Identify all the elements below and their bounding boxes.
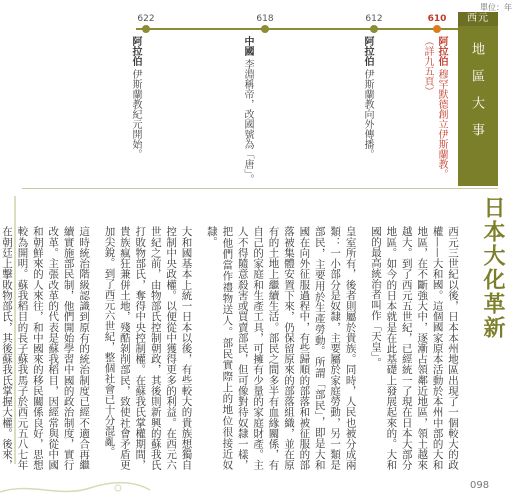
unit-label: 單位：年 [480,3,512,12]
timeline-event [240,36,254,186]
timeline-event [360,36,374,186]
timeline-year: 622 [137,14,155,24]
paragraph: 西元三世紀以後，日本本州地區出現了一個較大的政權——大和國。這個國家原本活動於本州中部的大和地區，在不斷強大中，逐漸占領鄰近地區，領土越來越大。到了西元五世紀，已經統一了現在日本大部分地區。如今的日本就是在此基礎上發展起來的。大和國的最高統治者叫作「天皇」。 [369,226,459,470]
timeline-dot [261,25,269,33]
timeline-event [128,36,142,186]
timeline-side-header [458,12,498,186]
region-events-label: 地區大事 [469,42,484,150]
article-body [1,226,460,470]
event-region: 阿拉伯 [130,36,141,66]
event-body: 伊斯蘭教紀元開始。 [130,69,141,160]
year-column-label: 西元 [458,12,498,26]
timeline-year: 618 [256,14,274,24]
decorative-rule [14,196,16,464]
timeline-year: 610 [427,14,447,24]
event-body: 穆罕默德創立伊斯蘭教。（詳九五頁） [422,36,447,180]
event-region: 阿拉伯 [436,36,447,66]
swirl-ornament-icon [0,478,150,498]
paragraph: 皇室所有，後者則屬於貴族。同時，人民也被分成兩類：一小部分是奴隸，主要屬於家庭勞動，另一類是部民，主要用於生產勞動。所謂「部民」，即是大和國在向外征服過程中，有些歸順的部落和被征服的部落被集體安置下來，仍保留原來的部落組織，並在原有的土地上繼續生活。部民之間多半有血緣關係，有自己的家庭和生產工具，可擁有少量的家庭財產。主人不得隨意殺害或買賣部民，但可像對待奴隸一樣，把他們當作禮物送人。部民實際上的地位很接近奴隸。 [205,226,357,470]
timeline-dot [142,25,150,33]
paragraph: 這時統治階級認識到原有的統治制度已經不適合再繼續實施部民制，他們開始學習中國的政治制度，實行改革。主張改革的代表是蘇我稻目，因經常與從中國和朝鮮來的人來往，和中國來的移民關係良好，思想較為開明。蘇我稻目的長子蘇我馬子於西元五八七年在朝廷上擊敗物部氏，其後蘇我氏掌握大權。後來， [1,226,91,470]
timeline-dot [433,25,441,33]
event-region: 阿拉伯 [362,36,373,66]
timeline-event [420,36,448,186]
event-body: 李淵稱帝，改國號為「唐」。 [242,59,253,185]
event-region: 中國 [242,36,253,56]
timeline-dot [370,25,378,33]
page-number: 098 [470,480,490,491]
event-body: 伊斯蘭教向外傳播。 [362,69,373,160]
timeline-axis [136,28,458,30]
section-divider [22,188,498,189]
section-heading: 日本大化革新 [480,196,505,340]
paragraph: 大和國基本上統一日本以後，有些較大的貴族想獨自控制中央政權。以便從中獲得更多的利益。在西元六世紀之前，由物部氏控制朝政，其後則新興的蘇我氏打敗物部氏，奪得中央控制權。在蘇我氏掌權期間，貴族瘋狂兼併土地，殘酷剝削部民，致使社會矛盾更加尖銳。到了西元六世紀，整個社會已十分混亂。 [103,226,193,470]
timeline-year: 612 [365,14,383,24]
